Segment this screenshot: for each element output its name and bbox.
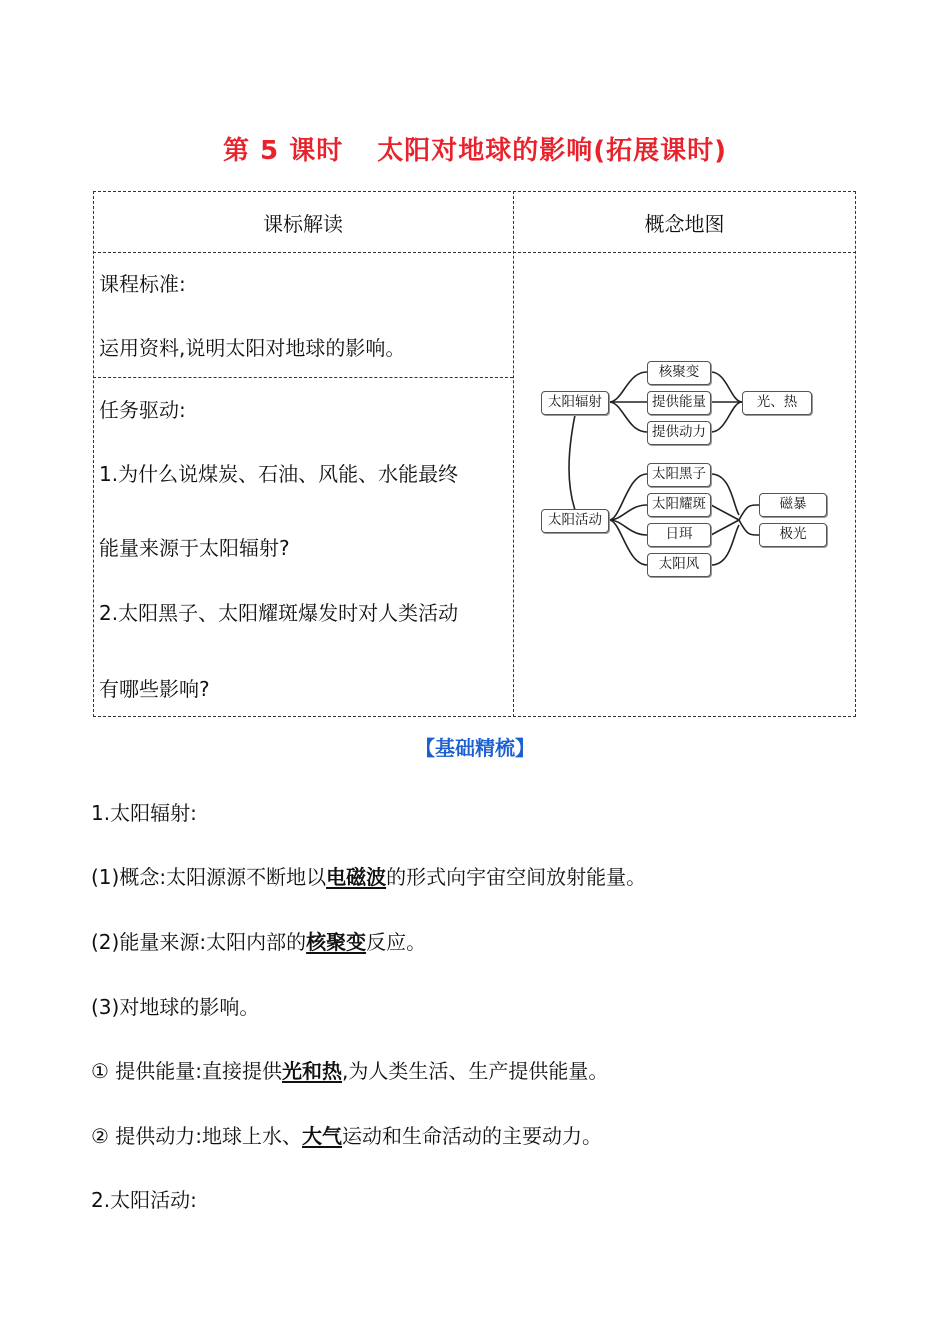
text: ② 提供动力:地球上水、 — [91, 1124, 303, 1148]
table-border-top — [93, 191, 856, 192]
node-sunspot: 太阳黑子 — [647, 463, 711, 487]
text: ① 提供能量:直接提供 — [91, 1059, 283, 1083]
node-solar-activity: 太阳活动 — [541, 509, 609, 533]
concept-map — [535, 355, 835, 585]
answer-highlight: 核聚变 — [306, 930, 367, 954]
task-line: 1.为什么说煤炭、石油、风能、水能最终 — [99, 462, 459, 486]
para-impact: (3)对地球的影响。 — [91, 995, 260, 1019]
node-magnetic-storm: 磁暴 — [759, 493, 827, 517]
lesson-topic: 太阳对地球的影响(拓展课时) — [377, 136, 727, 166]
node-aurora: 极光 — [759, 523, 827, 547]
section-title: 【基础精梳】 — [415, 736, 535, 760]
standard-label: 课程标准: — [99, 272, 186, 296]
node-light-heat: 光、热 — [742, 391, 812, 415]
text: 的形式向宇宙空间放射能量。 — [386, 865, 647, 889]
text: 运动和生命活动的主要动力。 — [342, 1124, 603, 1148]
answer-highlight: 电磁波 — [326, 865, 387, 889]
para-provide-energy — [91, 1055, 608, 1084]
standard-text: 运用资料,说明太阳对地球的影响。 — [99, 336, 406, 360]
table-column-divider — [513, 191, 514, 717]
node-solar-flare: 太阳耀斑 — [647, 493, 711, 517]
answer-highlight: 光和热 — [282, 1059, 343, 1083]
node-solar-wind: 太阳风 — [647, 553, 711, 577]
lesson-title — [0, 130, 950, 167]
para-concept — [91, 861, 646, 890]
text: 反应。 — [366, 930, 427, 954]
para-solar-radiation: 1.太阳辐射: — [91, 801, 197, 825]
text: (2)能量来源:太阳内部的 — [91, 930, 307, 954]
node-prominence: 日珥 — [647, 523, 711, 547]
node-solar-radiation: 太阳辐射 — [541, 391, 609, 415]
lesson-number: 第 5 课时 — [223, 136, 344, 166]
table-header-divider — [93, 252, 856, 253]
answer-highlight: 大气 — [302, 1124, 343, 1148]
table-border-bottom — [93, 716, 856, 717]
para-energy-source — [91, 926, 426, 955]
node-nuclear-fusion: 核聚变 — [647, 361, 711, 385]
task-label: 任务驱动: — [99, 398, 186, 422]
header-right: 概念地图 — [644, 212, 725, 236]
table-border-left — [93, 191, 94, 717]
header-left: 课标解读 — [263, 212, 343, 236]
node-provide-energy: 提供能量 — [647, 391, 711, 415]
table-row-divider — [93, 377, 513, 378]
task-line: 能量来源于太阳辐射? — [99, 536, 290, 560]
task-line: 2.太阳黑子、太阳耀斑爆发时对人类活动 — [99, 601, 459, 625]
para-solar-activity: 2.太阳活动: — [91, 1188, 197, 1212]
task-line: 有哪些影响? — [99, 677, 210, 701]
node-provide-power: 提供动力 — [647, 421, 711, 445]
para-provide-power — [91, 1120, 602, 1149]
table-border-right — [855, 191, 856, 717]
text: ,为人类生活、生产提供能量。 — [342, 1059, 609, 1083]
text: (1)概念:太阳源源不断地以 — [91, 865, 327, 889]
